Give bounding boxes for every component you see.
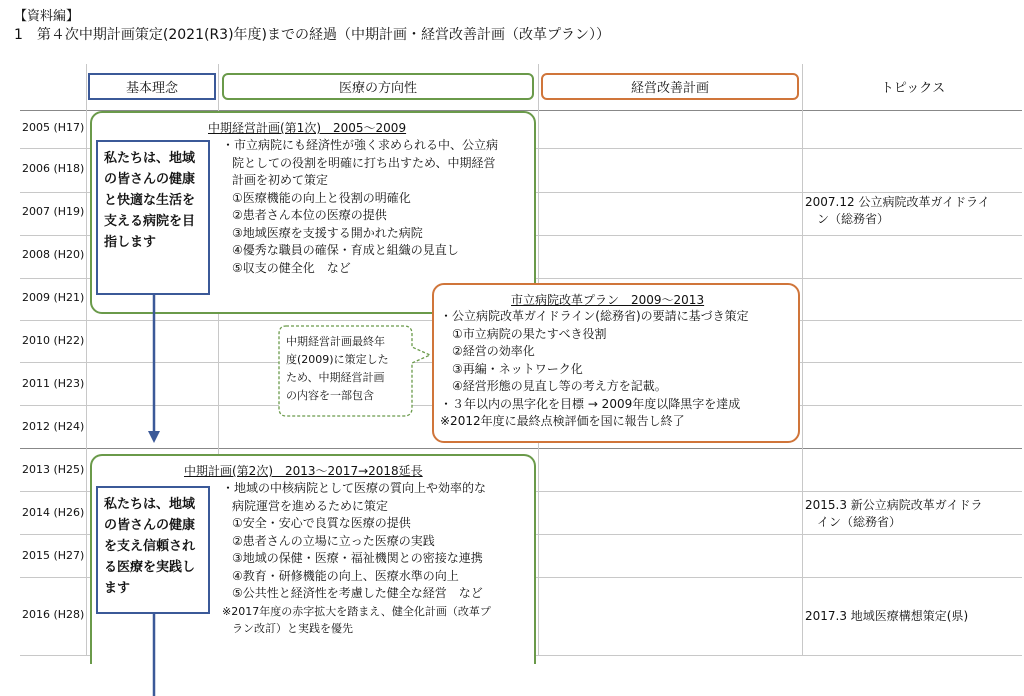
year-label: 2015 (H27) [22, 549, 85, 562]
column-header-philosophy [88, 73, 216, 100]
continuation-arrow-2 [146, 614, 162, 696]
plan-2-line: ラン改訂）と実践を優先 [232, 622, 353, 635]
topic-2017 [805, 608, 968, 625]
column-header-label: 基本理念 [125, 81, 178, 96]
plan-2-line: ⑤公共性と経済性を考慮した健全な経営 など [232, 586, 483, 600]
grid-row-line [20, 448, 1022, 449]
reform-line: ・３年以内の黒字化を目標 → 2009年度以降黒字を達成 [440, 396, 741, 411]
continuation-arrow-1 [146, 295, 162, 445]
mission-line: の皆さんの健康 [104, 518, 196, 533]
mission-line: と快適な生活を [104, 193, 196, 208]
plan-1-line: ④優秀な職員の確保・育成と組織の見直し [232, 243, 459, 257]
reform-plan-description [440, 308, 749, 431]
reform-line: ②経営の効率化 [452, 344, 535, 358]
callout-line: 中期経営計画最終年 [286, 335, 385, 348]
plan-2-title: 中期計画(第2次) 2013～2017→2018延長 [184, 464, 423, 478]
plan-1-line: ・市立病院にも経済性が強く求められる中、公立病 [222, 138, 499, 152]
year-label: 2010 (H22) [22, 334, 85, 347]
reform-line: ・公立病院改革ガイドライン(総務省)の要請に基づき策定 [440, 309, 749, 323]
page-title: 1 第４次中期計画策定(2021(R3)年度)までの経過（中期計画・経営改善計画（改革プラン）） [14, 27, 611, 43]
reform-plan-box [432, 283, 800, 443]
topic-2015 [805, 497, 982, 531]
topic-2007 [805, 194, 990, 228]
topic-line: イン（総務省） [817, 515, 902, 529]
plan-1-line: ②患者さん本位の医療の提供 [232, 208, 387, 222]
year-label: 2008 (H20) [22, 248, 85, 261]
year-label: 2014 (H26) [22, 506, 85, 519]
plan-2-line: ①安全・安心で良質な医療の提供 [232, 516, 411, 530]
year-label: 2011 (H23) [22, 377, 85, 390]
column-header-label: 経営改善計画 [630, 81, 709, 96]
mission-line: 私たちは、地域 [104, 151, 196, 166]
mission-line: ます [104, 581, 131, 596]
callout-line: 度(2009)に策定した [286, 353, 389, 366]
reform-line: ③再編・ネットワーク化 [452, 361, 583, 376]
year-label: 2012 (H24) [22, 420, 85, 433]
reform-line: ※2012年度に最終点検評価を国に報告し終了 [440, 414, 685, 428]
reform-plan-title: 市立病院改革プラン 2009～2013 [511, 293, 705, 307]
reform-line: ④経営形態の見直し等の考え方を記載。 [452, 379, 667, 393]
callout-line: ため、中期経営計画 [286, 371, 385, 384]
year-label: 2013 (H25) [22, 463, 85, 476]
callout-line: の内容を一部包含 [286, 389, 374, 402]
plan-2-line: ・地域の中核病院として医療の質向上や効率的な [222, 481, 487, 495]
plan-1-line: 計画を初めて策定 [232, 173, 329, 187]
topic-line: 2007.12 公立病院改革ガイドライ [805, 195, 990, 209]
plan-1-line: ①医療機能の向上と役割の明確化 [232, 190, 411, 205]
topic-line: ン（総務省） [817, 212, 890, 226]
column-header-label: トピックス [880, 81, 946, 96]
mission-line: 指します [104, 235, 157, 250]
mission-line: 支える病院を目 [104, 214, 196, 229]
column-header-management [541, 73, 799, 100]
column-header-topics [806, 73, 1020, 100]
mission-line: を支え信頼され [104, 539, 196, 554]
mission-statement-2 [96, 486, 210, 614]
plan-2-description [222, 480, 491, 638]
column-header-direction [222, 73, 534, 100]
year-label: 2006 (H18) [22, 162, 85, 175]
year-label: 2009 (H21) [22, 291, 85, 304]
reform-line: ①市立病院の果たすべき役割 [452, 326, 607, 341]
plan-1-line: 院としての役割を明確に打ち出すため、中期経営 [232, 155, 496, 170]
mission-statement-1 [96, 140, 210, 295]
grid-column-line [86, 64, 87, 656]
year-label: 2016 (H28) [22, 608, 85, 621]
callout-text [286, 333, 389, 405]
plan-1-title: 中期経営計画(第1次) 2005～2009 [208, 121, 407, 135]
mission-line: る医療を実践し [104, 560, 196, 575]
plan-2-line: 病院運営を進めるために策定 [232, 498, 389, 513]
topic-line: 2017.3 地域医療構想策定(県) [805, 609, 969, 623]
column-header-label: 医療の方向性 [338, 81, 417, 96]
topic-line: 2015.3 新公立病院改革ガイドラ [805, 498, 983, 512]
plan-2-line: ③地域の保健・医療・福祉機関との密接な連携 [232, 551, 483, 565]
section-label: 【資料編】 [14, 9, 80, 24]
plan-1-line: ③地域医療を支援する開かれた病院 [232, 225, 423, 240]
mission-line: の皆さんの健康 [104, 172, 196, 187]
plan-2-line: ②患者さんの立場に立った医療の実践 [232, 533, 435, 548]
plan-2-line: ④教育・研修機能の向上、医療水準の向上 [232, 568, 459, 583]
plan-1-line: ⑤収支の健全化 など [232, 260, 351, 275]
year-label: 2005 (H17) [22, 121, 85, 134]
plan-1-description [222, 137, 498, 277]
mission-line: 私たちは、地域 [104, 497, 196, 512]
grid-column-line [802, 64, 803, 656]
plan-2-line: ※2017年度の赤字拡大を踏まえ、健全化計画（改革プ [222, 604, 491, 618]
year-label: 2007 (H19) [22, 205, 85, 218]
